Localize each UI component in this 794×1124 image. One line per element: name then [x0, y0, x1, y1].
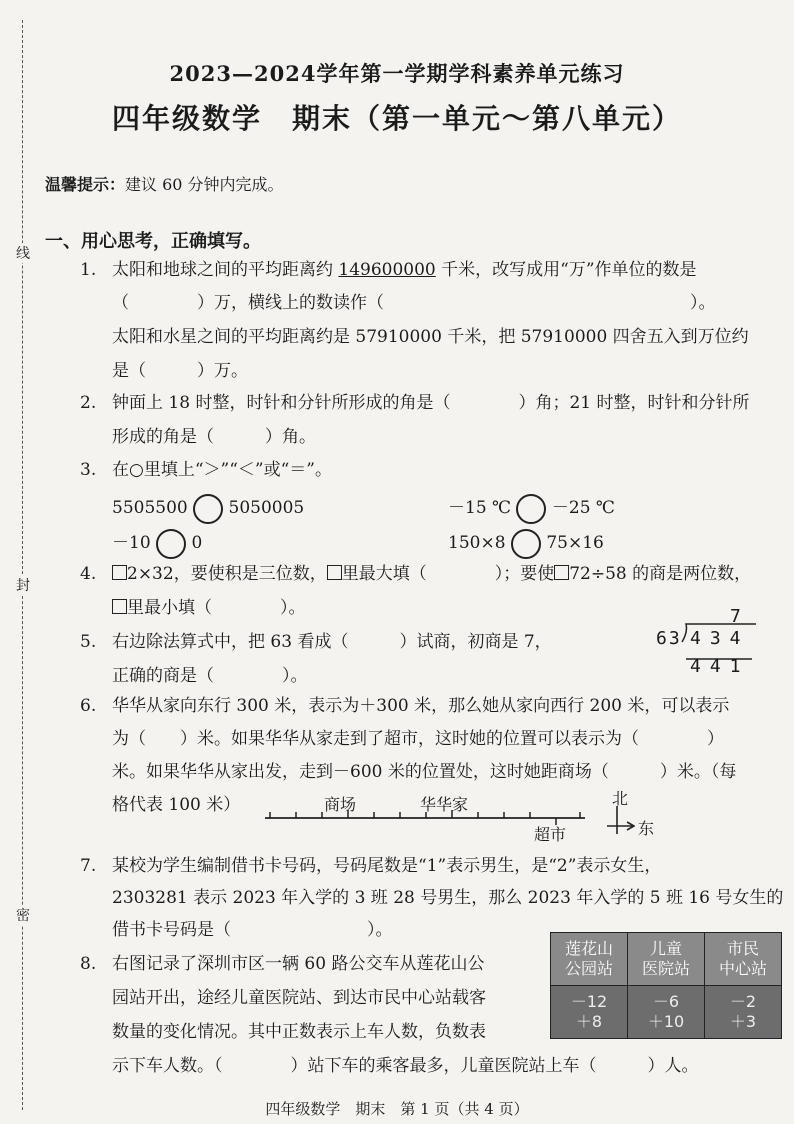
long-division	[648, 606, 758, 682]
question-line: 右边除法算式中，把 63 看成（ ）试商，初商是 7，	[112, 632, 552, 652]
question-line: 园站开出，途经儿童医院站、到达市民中心站载客	[112, 988, 486, 1008]
product: 441	[690, 656, 750, 677]
binding-label-seal: 封	[12, 575, 34, 595]
question-number: 5.	[80, 632, 97, 652]
text: 里最小填（ ）。	[127, 598, 306, 618]
text: 75×16	[546, 533, 604, 553]
value-lianhuashan: －12 ＋8	[551, 986, 628, 1039]
digit-box	[112, 599, 127, 614]
bus-table	[550, 932, 782, 1039]
text: －15 ℃	[448, 498, 512, 518]
answer-circle[interactable]	[511, 529, 541, 559]
question-number: 3.	[80, 460, 97, 480]
question-line: 华华从家向东行 300 米，表示为＋300 米，那么她从家向西行 200 米，可以表示	[112, 696, 730, 716]
compare-c	[112, 527, 202, 560]
answer-circle[interactable]	[516, 494, 546, 524]
question-line	[112, 558, 751, 591]
compass-north: 北	[612, 789, 629, 808]
compare-a	[112, 492, 304, 525]
question-number: 6.	[80, 696, 97, 716]
question-number: 2.	[80, 393, 97, 413]
binding-label-line: 线	[12, 243, 34, 263]
question-line: 钟面上 18 时整，时针和分针所形成的角是（ ）角；21 时整，时针和分针所	[112, 393, 750, 413]
question-number: 7.	[80, 856, 97, 876]
question-line: 形成的角是（ ）角。	[112, 427, 316, 447]
text: 150×8	[448, 533, 506, 553]
binding-line	[22, 20, 23, 1110]
tip-text: 建议 60 分钟内完成。	[125, 175, 284, 194]
question-line: 米。如果华华从家出发，走到－600 米的位置处，这时她距商场（ ）米。（每	[112, 762, 737, 782]
text: 72÷58 的商是两位数，	[569, 564, 752, 584]
quotient: 7	[730, 606, 741, 627]
label-mall: 商场	[324, 795, 357, 814]
header-civic-center: 市民 中心站	[705, 933, 782, 986]
compass-east: 东	[638, 819, 655, 838]
text: 里最大填（ ）；要使	[341, 564, 555, 584]
compare-d	[448, 527, 604, 560]
question-line: 2303281 表示 2023 年入学的 3 班 28 号男生，那么 2023 年入学的 5 班 16 号女生的	[112, 888, 784, 908]
question-line: 数量的变化情况。其中正数表示上车人数，负数表	[112, 1022, 486, 1042]
question-line: （ ）万，横线上的数读作（ ）。	[112, 293, 716, 313]
question-line: 正确的商是（ ）。	[112, 666, 308, 686]
question-line: 是（ ）万。	[112, 361, 248, 381]
label-market: 超市	[534, 825, 567, 844]
label-home: 华华家	[420, 795, 469, 814]
number-line	[260, 790, 680, 850]
text: －25 ℃	[551, 498, 615, 518]
question-number: 1.	[80, 260, 97, 280]
underlined-number: 149600000	[338, 260, 436, 280]
header-lianhuashan: 莲花山 公园站	[551, 933, 628, 986]
question-number: 4.	[80, 564, 97, 584]
tip	[45, 172, 284, 195]
tip-label: 温馨提示：	[45, 175, 126, 194]
answer-circle[interactable]	[193, 494, 223, 524]
question-line	[112, 592, 306, 625]
exam-title: 2023—2024学年第一学期学科素养单元练习	[169, 61, 625, 86]
dividend: 434	[690, 628, 750, 649]
text: 千米，改写成用“万”作单位的数是	[435, 260, 697, 280]
question-line: 格代表 100 米）	[112, 795, 241, 815]
binding-label-secret: 密	[12, 905, 34, 925]
question-line: 右图记录了深圳市区一辆 60 路公交车从莲花山公	[112, 954, 485, 974]
question-line	[112, 254, 697, 287]
value-children-hospital: －6 ＋10	[628, 986, 705, 1039]
answer-circle[interactable]	[156, 529, 186, 559]
digit-box	[327, 565, 342, 580]
text: 2×32，要使积是三位数，	[127, 564, 327, 584]
question-line: 某校为学生编制借书卡号码，号码尾数是“1”表示男生，是“2”表示女生，	[112, 856, 662, 876]
section-title: 一、用心思考，正确填写。	[45, 231, 261, 252]
text: －10	[112, 533, 151, 553]
digit-box	[112, 565, 127, 580]
digit-box	[554, 565, 569, 580]
question-line: 太阳和水星之间的平均距离约是 57910000 千米，把 57910000 四舍五入到万位约	[112, 327, 749, 347]
question-line: 借书卡号码是（ ）。	[112, 920, 393, 940]
text: 5505500	[112, 498, 188, 518]
header-children-hospital: 儿童 医院站	[628, 933, 705, 986]
text: 0	[191, 533, 203, 553]
question-line: 在○里填上“＞”“＜”或“＝”。	[112, 460, 332, 480]
page-footer: 四年级数学 期末 第 1 页（共 4 页）	[265, 1100, 529, 1118]
exam-subtitle: 四年级数学 期末（第一单元～第八单元）	[111, 102, 682, 135]
question-line: 为（ ）米。如果华华从家走到了超市，这时她的位置可以表示为（ ）	[112, 729, 724, 749]
text: 5050005	[228, 498, 305, 518]
value-civic-center: －2 ＋3	[705, 986, 782, 1039]
question-number: 8.	[80, 954, 97, 974]
question-line: 示下车人数。（ ）站下车的乘客最多，儿童医院站上车（ ）人。	[112, 1056, 699, 1076]
text: 太阳和地球之间的平均距离约	[112, 260, 339, 280]
divisor: 63	[656, 628, 682, 649]
compare-b	[448, 492, 615, 525]
